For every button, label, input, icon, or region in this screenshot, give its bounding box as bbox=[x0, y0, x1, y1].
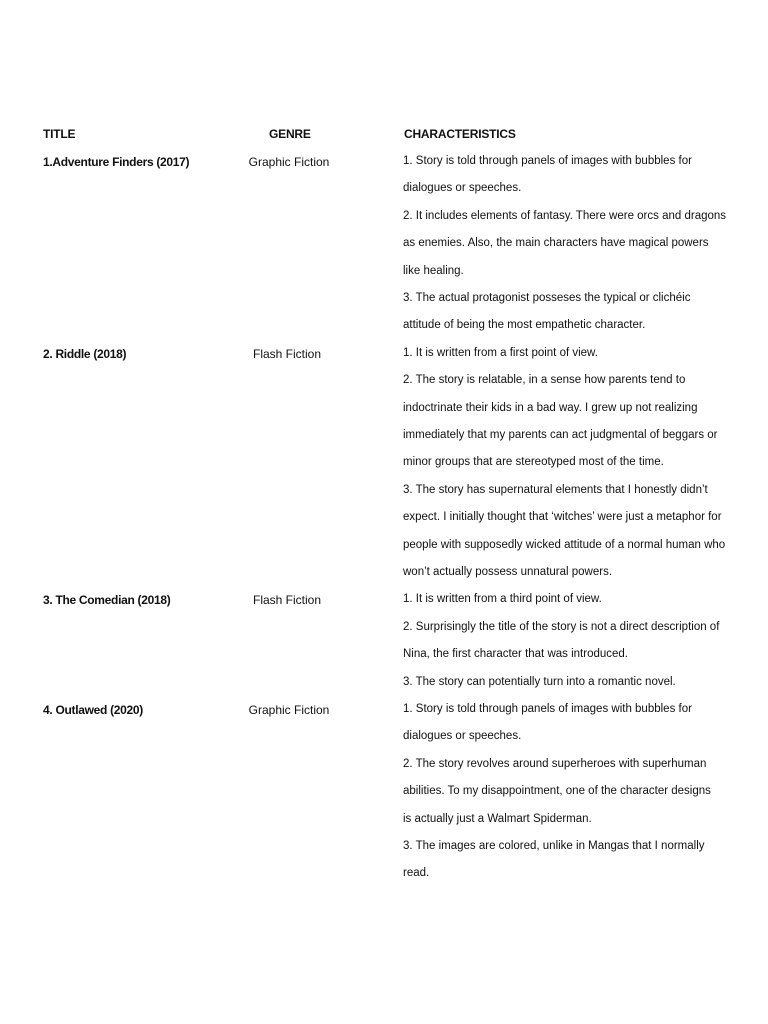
characteristic-line: 1. Story is told through panels of images with bubbles for bbox=[403, 703, 692, 715]
entry-genre: Flash Fiction bbox=[252, 346, 322, 361]
entry-genre: Graphic Fiction bbox=[248, 155, 330, 169]
entry-genre: Flash Fiction bbox=[252, 593, 322, 608]
characteristic-line: 3. The images are colored, unlike in Mangas that I normally bbox=[403, 840, 705, 852]
entry-title: 1.Adventure Finders (2017) bbox=[43, 155, 190, 169]
characteristic-line: indoctrinate their kids in a bad way. I grew up not realizing bbox=[403, 401, 698, 414]
characteristic-line: 1. It is written from a third point of view. bbox=[403, 593, 602, 606]
characteristic-line: won’t actually possess unnatural powers. bbox=[403, 566, 613, 578]
characteristic-line: read. bbox=[403, 867, 430, 880]
characteristic-line: 2. Surprisingly the title of the story is not a direct description of bbox=[403, 620, 720, 633]
characteristic-line: dialogues or speeches. bbox=[403, 182, 522, 195]
characteristic-line: 2. The story revolves around superheroes with superhuman bbox=[403, 757, 707, 770]
characteristic-line: 3. The story has supernatural elements that I honestly didn’t bbox=[403, 483, 708, 496]
characteristic-line: expect. I initially thought that ‘witches’ were just a metaphor for bbox=[403, 511, 722, 524]
header-characteristics: CHARACTERISTICS bbox=[404, 127, 516, 141]
characteristic-line: 2. It includes elements of fantasy. There were orcs and dragons bbox=[403, 209, 727, 222]
characteristic-line: abilities. To my disappointment, one of the character designs bbox=[403, 785, 711, 798]
characteristic-line: attitude of being the most empathetic character. bbox=[403, 319, 646, 332]
characteristic-line: 1. It is written from a first point of view. bbox=[403, 346, 598, 359]
entry-title: 2. Riddle (2018) bbox=[43, 346, 127, 361]
header-title: TITLE bbox=[43, 127, 76, 141]
entry-title: 4. Outlawed (2020) bbox=[43, 703, 143, 717]
characteristic-line: like healing. bbox=[403, 264, 464, 277]
characteristic-line: as enemies. Also, the main characters have magical powers bbox=[403, 237, 709, 250]
header-genre: GENRE bbox=[269, 127, 311, 141]
characteristic-line: 3. The actual protagonist posseses the typical or clichéic bbox=[403, 292, 691, 304]
characteristic-line: 1. Story is told through panels of images with bubbles for bbox=[403, 155, 692, 167]
characteristic-line: is actually just a Walmart Spiderman. bbox=[403, 812, 592, 825]
entry-title: 3. The Comedian (2018) bbox=[43, 593, 171, 608]
characteristic-line: 2. The story is relatable, in a sense how parents tend to bbox=[403, 374, 686, 387]
entry-genre: Graphic Fiction bbox=[248, 703, 330, 717]
characteristic-line: immediately that my parents can act judgmental of beggars or bbox=[403, 429, 718, 441]
characteristic-line: minor groups that are stereotyped most of the time. bbox=[403, 456, 664, 469]
characteristic-line: Nina, the first character that was introduced. bbox=[403, 648, 628, 661]
characteristic-line: dialogues or speeches. bbox=[403, 730, 522, 743]
characteristic-line: 3. The story can potentially turn into a romantic novel. bbox=[403, 675, 676, 688]
characteristic-line: people with supposedly wicked attitude of a normal human who bbox=[403, 538, 726, 551]
